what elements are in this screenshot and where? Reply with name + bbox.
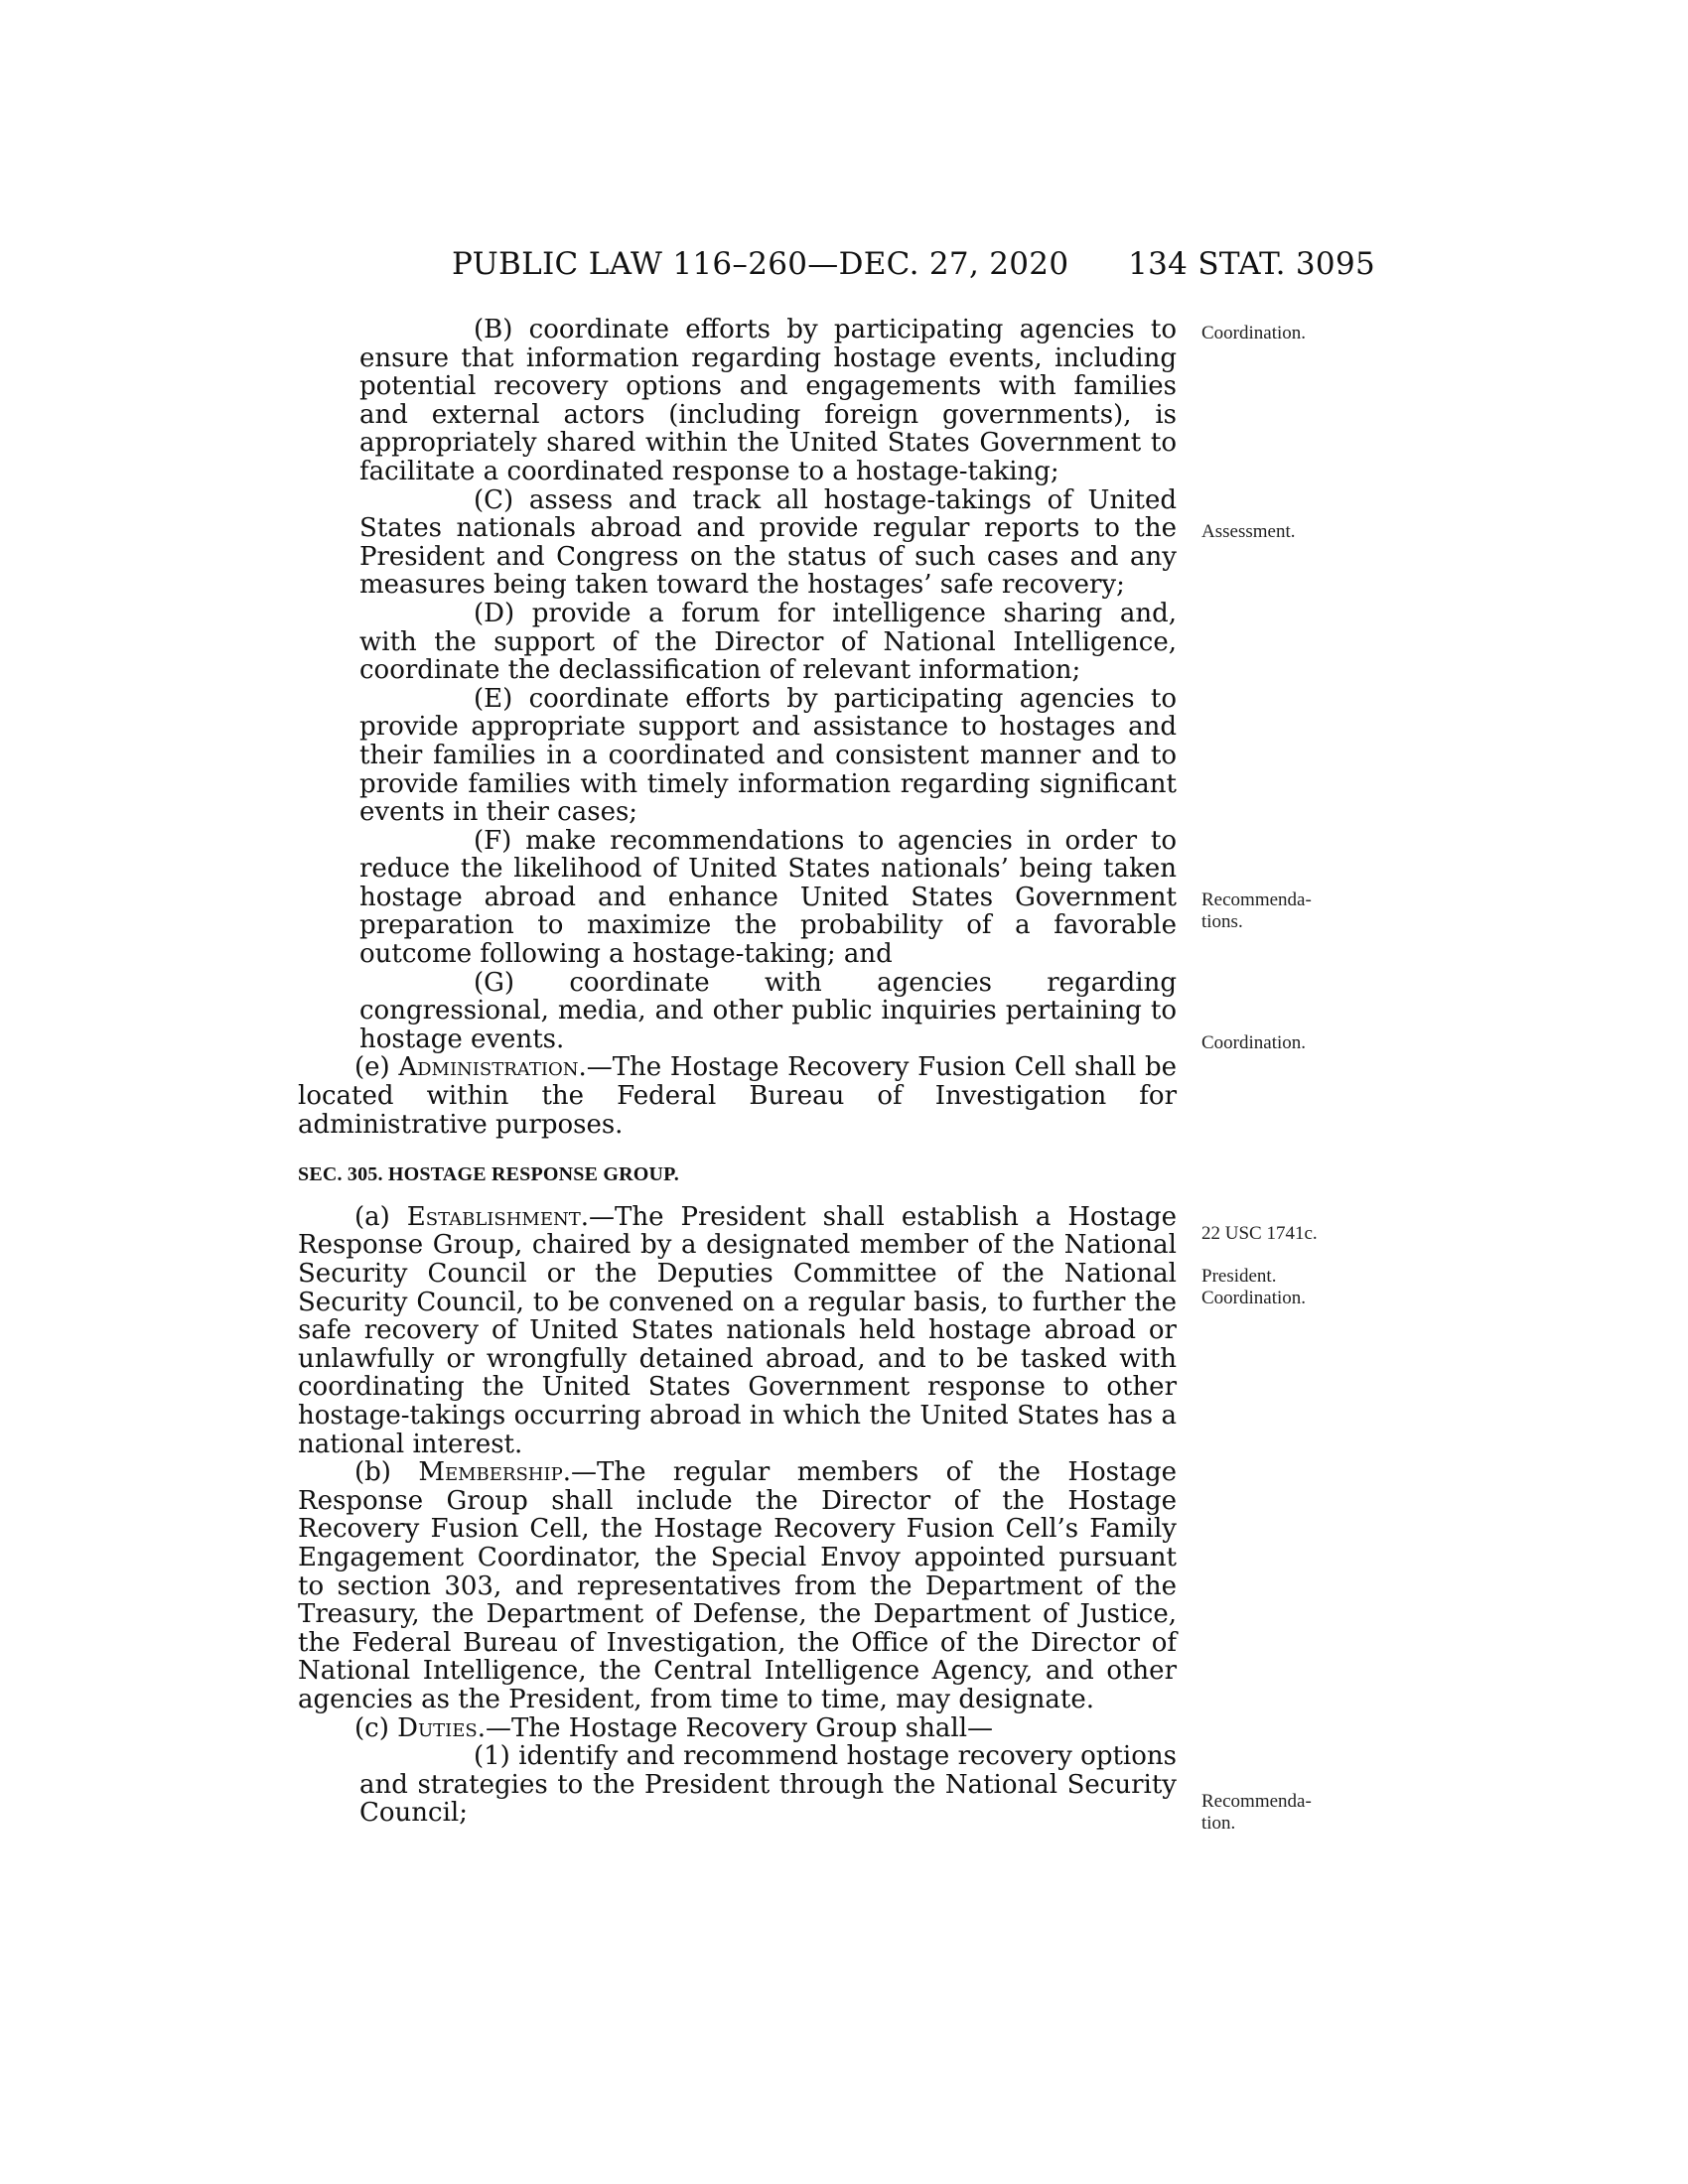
margin-note-usc: 22 USC 1741c.: [1201, 1223, 1318, 1244]
paragraph-g: (G) coordinate with agencies regarding congressional, media, and other public inquiries pertaining to hostage events.: [359, 967, 1177, 1054]
header-page-number: 134 STAT. 3095: [1128, 246, 1375, 282]
paragraph-f: (F) make recommendations to agencies in order to reduce the likelihood of United States nationals’ being taken hostage abroad and enhance United States Government preparation to maximize the probability of a favorable outcome following a hostage-taking; and: [359, 825, 1177, 970]
margin-note-coordination: Coordination.: [1201, 323, 1307, 343]
page-header: [452, 246, 1375, 296]
section-heading: SEC. 305. HOSTAGE RESPONSE GROUP.: [298, 1163, 679, 1186]
subsection-e: (e) Administration.—The Hostage Recovery Fusion Cell shall be located within the Federal Bureau of Investigation for administrative purposes.: [298, 1052, 1177, 1140]
paragraph-d: (D) provide a forum for intelligence sharing and, with the support of the Director of National Intelligence, coordinate the declassification of relevant information;: [359, 598, 1177, 686]
paragraph-c: (C) assess and track all hostage-takings of United States nationals abroad and provide regular reports to the President and Congress on the status of such cases and any measures being taken toward the hostages’ safe recovery;: [359, 484, 1177, 601]
margin-note-recommendations: Recommenda- tions.: [1201, 889, 1312, 932]
paragraph-1: (1) identify and recommend hostage recovery options and strategies to the President through the National Security Council;: [359, 1741, 1177, 1829]
subsection-e-heading: Administration: [398, 1052, 579, 1083]
margin-note-recommendation: Recommenda- tion.: [1201, 1791, 1312, 1834]
document-body: [298, 316, 1177, 1828]
subsection-b: (b) Membership.—The regular members of the Hostage Response Group shall include the Director of the Hostage Recovery Fusion Cell, the Hostage Recovery Fusion Cell’s Family Engagement Coordinator, the Special Envoy appointed pursuant to section 303, and representatives from the Department of the Treasury, the Department of Defense, the Department of Justice, the Federal Bureau of Investigation, the Office of the Director of National Intelligence, the Central Intelligence Agency, and other agencies as the President, from time to time, may designate.: [298, 1457, 1178, 1714]
margin-note-president: President. Coordination.: [1201, 1266, 1307, 1308]
subsection-a: (a) Establishment.—The President shall establish a Hostage Response Group, chaired by a designated member of the National Security Council or the Deputies Committee of the National Security Council, to be convened on a regular basis, to further the safe recovery of United States nationals held hostage abroad or unlawfully or wrongfully detained abroad, and to be tasked with coordinating the United States Government response to other hostage-takings occurring abroad in which the United States has a national interest.: [298, 1201, 1177, 1459]
margin-note-assessment: Assessment.: [1201, 521, 1296, 542]
header-title: PUBLIC LAW 116–260—DEC. 27, 2020: [452, 246, 1069, 282]
paragraph-e-item: (E) coordinate efforts by participating agencies to provide appropriate support and assistance to hostages and their families in a coordinated and consistent manner and to provide families with timely information regarding significant events in their cases;: [359, 683, 1177, 828]
subsection-c: (c) Duties.—The Hostage Recovery Group shall—: [354, 1712, 994, 1743]
subsection-b-heading: Membership: [418, 1457, 563, 1488]
subsection-c-heading: Duties: [397, 1712, 478, 1743]
margin-note-coordination-2: Coordination.: [1201, 1032, 1307, 1053]
paragraph-b: (B) coordinate efforts by participating agencies to ensure that information regarding hostage events, including potential recovery options and engagements with families and external actors (including foreign governments), is appropriately shared within the United States Government to facilitate a coordinated response to a hostage-taking;: [359, 315, 1177, 486]
subsection-a-heading: Establishment: [406, 1201, 581, 1232]
